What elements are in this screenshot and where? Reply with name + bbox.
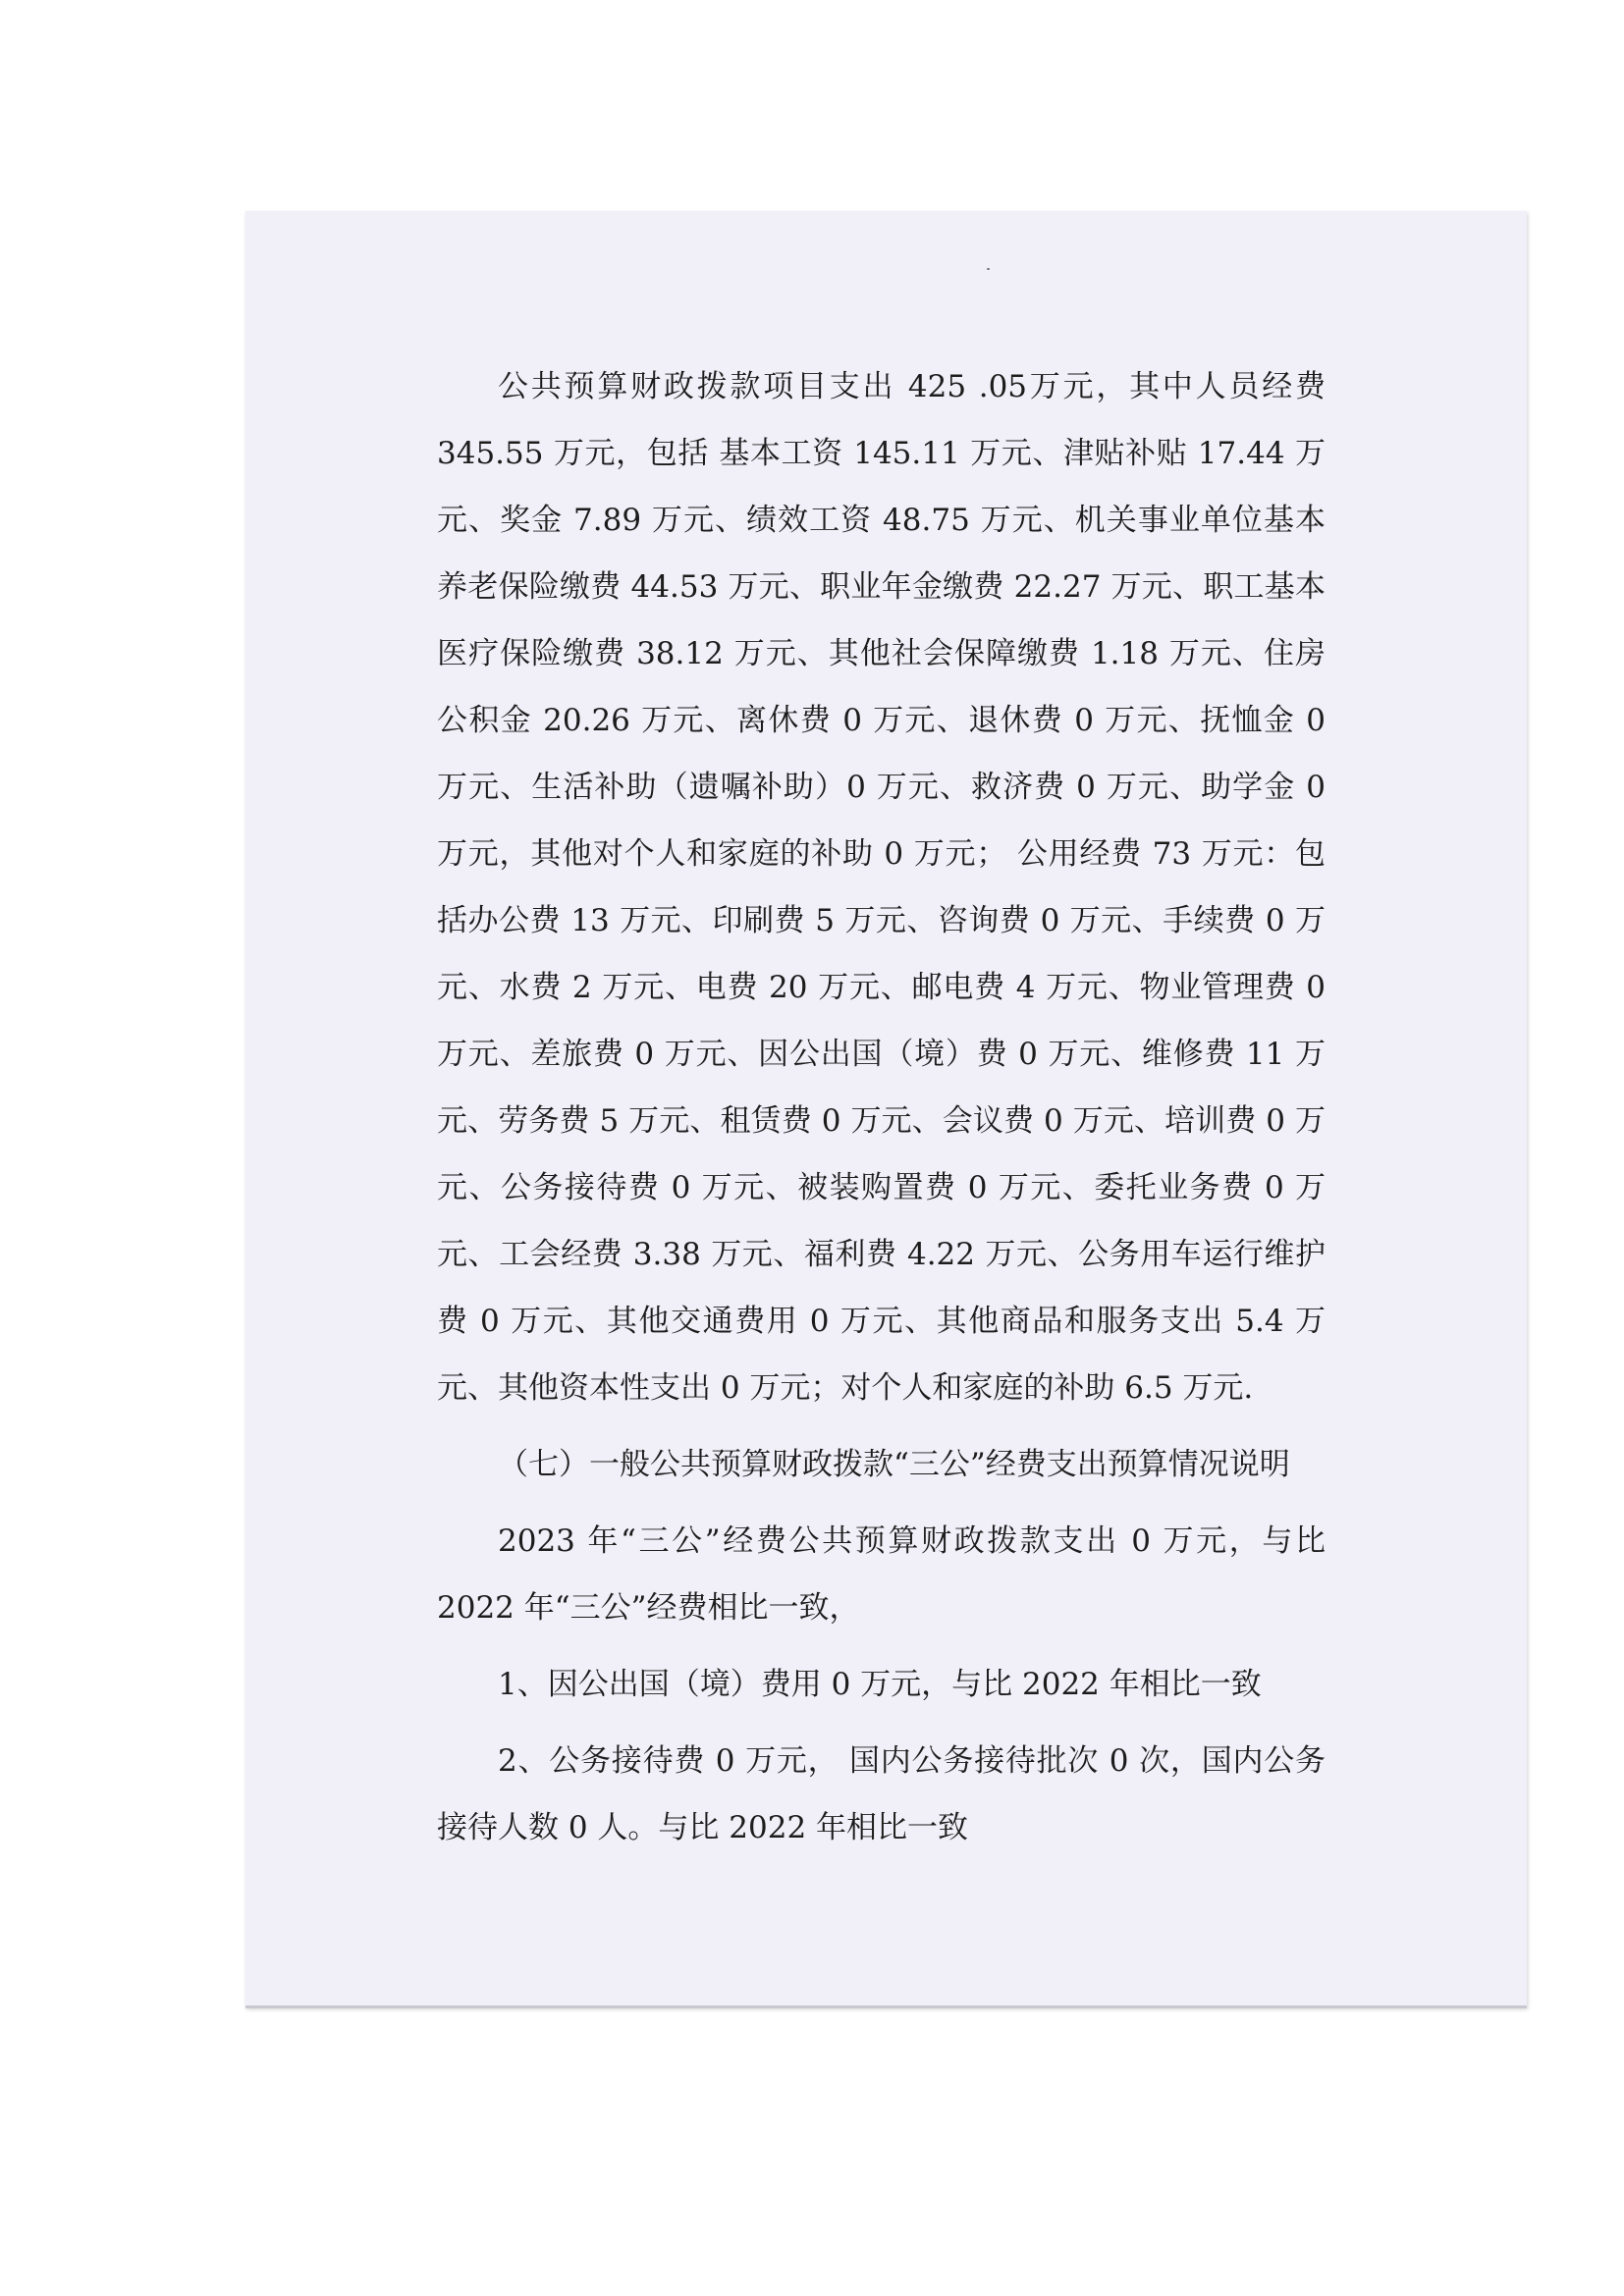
paragraph-three-public-summary: 2023 年“三公”经费公共预算财政拨款支出 0 万元，与比 2022 年“三公”经费相比一致，: [437, 1523, 1326, 1626]
paragraph-section-seven-heading: （七）一般公共预算财政拨款“三公”经费支出预算情况说明: [498, 1447, 1290, 1482]
scan-speck: [987, 268, 990, 270]
paragraph-item-reception: 2、公务接待费 0 万元， 国内公务接待批次 0 次，国内公务接待人数 0 人。与比 2022 年相比一致: [437, 1743, 1326, 1845]
paragraph-item-overseas: 1、因公出国（境）费用 0 万元，与比 2022 年相比一致: [498, 1667, 1262, 1702]
paragraph-project-expenditure: 公共预算财政拨款项目支出 425 .05万元，其中人员经费 345.55 万元，包括 基本工资 145.11 万元、津贴补贴 17.44 万元、奖金 7.89 万元、绩效工资 48.75 万元、机关事业单位基本养老保险缴费 44.53 万元、职业年金缴费 22.27 万元、职工基本医疗保险缴费 38.12 万元、其他社会保障缴费 1.18 万元、住房公积金 20.26 万元、离休费 0 万元、退休费 0 万元、抚恤金 0 万元、生活补助（遗嘱补助）0 万元、救济费 0 万元、助学金 0 万元，其他对个人和家庭的补助 0 万元； 公用经费 73 万元：包括办公费 13 万元、印刷费 5 万元、咨询费 0 万元、手续费 0 万元、水费 2 万元、电费 20 万元、邮电费 4 万元、物业管理费 0 万元、差旅费 0 万元、因公出国（境）费 0 万元、维修费 11 万元、劳务费 5 万元、租赁费 0 万元、会议费 0 万元、培训费 0 万元、公务接待费 0 万元、被装购置费 0 万元、委托业务费 0 万元、工会经费 3.38 万元、福利费 4.22 万元、公务用车运行维护费 0 万元、其他交通费用 0 万元、其他商品和服务支出 5.4 万元、其他资本性支出 0 万元；对个人和家庭的补助 6.5 万元.: [437, 369, 1326, 1406]
page-bottom-edge: [245, 2005, 1527, 2008]
document-body: [437, 353, 1326, 1861]
